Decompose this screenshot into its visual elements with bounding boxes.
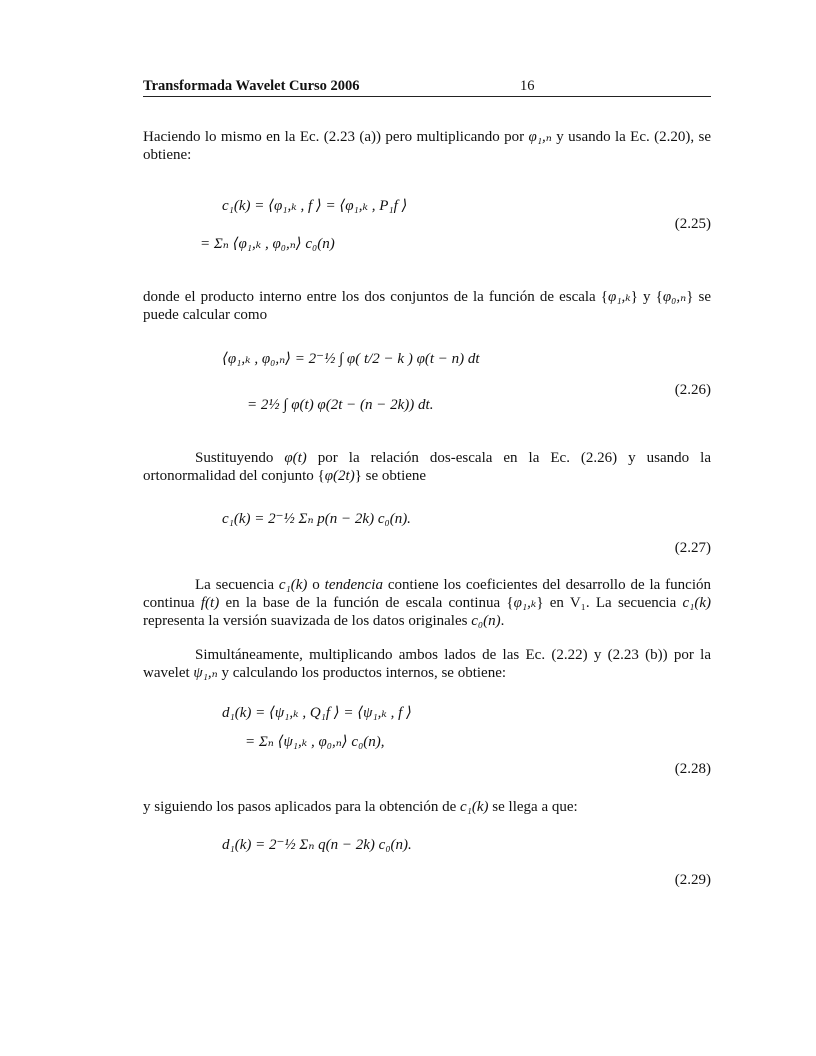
math-inline: φ₁,ₙ: [528, 129, 552, 145]
equation-2-25-line-2: = Σₙ ⟨φ₁,ₖ , φ₀,ₙ⟩ c₀(n): [200, 236, 335, 252]
equation-2-26-line-2: = 2½ ∫ φ(t) φ(2t − (n − 2k)) dt.: [247, 397, 434, 413]
math-inline: φ₁,ₖ: [608, 289, 631, 305]
equation-2-28-line-1: d₁(k) = ⟨ψ₁,ₖ , Q₁f ⟩ = ⟨ψ₁,ₖ , f ⟩: [222, 705, 412, 721]
math-inline: c₁(k): [682, 595, 711, 611]
paragraph-3: [143, 449, 711, 485]
text: .: [500, 613, 505, 629]
text: en la base de la función de escala continua {: [219, 595, 514, 611]
math-inline: φ(2t): [324, 468, 355, 484]
emphasis: tendencia: [324, 577, 383, 593]
text: } y {: [630, 289, 663, 305]
text: } se puede calcular como: [143, 289, 711, 323]
math-inline: φ₀,ₙ: [662, 289, 687, 305]
text: La secuencia: [195, 577, 279, 593]
equation-2-25-line-1: c₁(k) = ⟨φ₁,ₖ , f ⟩ = ⟨φ₁,ₖ , P₁f ⟩: [222, 198, 408, 214]
text: Simultáneamente, multiplicando ambos lados de las Ec. (2.22) y (2.23 (b)) por la wavelet: [143, 647, 711, 681]
text: y siguiendo los pasos aplicados para la obtención de: [143, 799, 461, 815]
text: se llega a que:: [488, 799, 578, 815]
text: y calculando los productos internos, se obtiene:: [217, 665, 507, 681]
paragraph-1: [143, 128, 711, 164]
paragraph-2: [143, 288, 711, 324]
math-inline: ψ₁,ₙ: [193, 665, 218, 681]
page-header: [143, 78, 711, 97]
equation-number: (2.28): [674, 761, 711, 777]
equation-number: (2.29): [674, 872, 711, 888]
text: Haciendo lo mismo en la Ec. (2.23 (a)) pero multiplicando por: [143, 129, 529, 145]
page-number: 16: [520, 78, 535, 94]
text: por la relación dos-escala en la Ec. (2.26) y usando la ortonormalidad del conjunto {: [143, 450, 711, 484]
equation-2-26-line-1: ⟨φ₁,ₖ , φ₀,ₙ⟩ = 2⁻½ ∫ φ( t/2 − k ) φ(t − n) dt: [222, 351, 480, 367]
math-inline: c₁(k): [278, 577, 308, 593]
text: o: [307, 577, 325, 593]
text: representa la versión suavizada de los datos originales: [143, 613, 472, 629]
math-inline: f(t): [200, 595, 220, 611]
text: Sustituyendo: [195, 450, 285, 466]
header-title: Transformada Wavelet Curso 2006: [143, 78, 360, 94]
equation-number: (2.25): [674, 216, 711, 232]
paragraph-4: [143, 576, 711, 630]
math-inline: φ(t): [284, 450, 307, 466]
text: } en V₁. La secuencia: [536, 595, 683, 611]
text: y usando la Ec. (2.20), se obtiene:: [143, 129, 711, 163]
math-inline: c₁(k): [460, 799, 489, 815]
equation-2-27: c₁(k) = 2⁻½ Σₙ p(n − 2k) c₀(n).: [222, 511, 411, 527]
paragraph-6: [143, 798, 711, 816]
text: contiene los coeficientes del desarrollo de la función continua: [143, 577, 712, 611]
text: } se obtiene: [354, 468, 427, 484]
equation-2-29: d₁(k) = 2⁻½ Σₙ q(n − 2k) c₀(n).: [222, 837, 412, 853]
text: donde el producto interno entre los dos conjuntos de la función de escala {: [143, 289, 609, 305]
equation-number: (2.26): [674, 382, 711, 398]
equation-number: (2.27): [674, 540, 711, 556]
equation-2-28-line-2: = Σₙ ⟨ψ₁,ₖ , φ₀,ₙ⟩ c₀(n),: [245, 734, 385, 750]
math-inline: c₀(n): [471, 613, 501, 629]
math-inline: φ₁,ₖ: [513, 595, 537, 611]
paragraph-5: [143, 646, 711, 682]
